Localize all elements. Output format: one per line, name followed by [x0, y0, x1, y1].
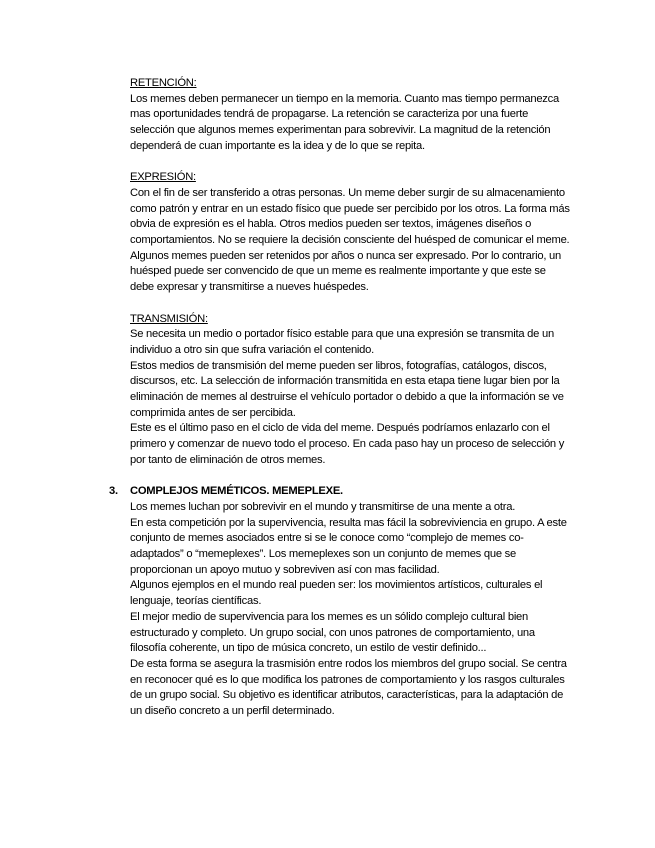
section-heading: TRANSMISIÓN: [130, 312, 208, 325]
paragraph: De esta forma se asegura la trasmisión entre rodos los miembros del grupo social. Se centra en reconocer qué es lo que modifica los patrones de comportamiento y los rasgos culturales de un grupo social. Su objetivo es identificar atributos, características, para la adaptación de un diseño concreto a un perfil determinado. [130, 657, 567, 718]
section-heading: EXPRESIÓN: [130, 171, 196, 184]
section-transmision [130, 312, 570, 469]
section-retencion [130, 76, 570, 155]
paragraph: El mejor medio de supervivencia para los memes es un sólido complejo cultural bien estructurado y completo. Un grupo social, con unos patrones de comportamiento, una filosofía coherente, un tipo de música concreto, un estilo de vestir definido... [130, 610, 535, 655]
section-expresion [130, 170, 570, 296]
section-heading: RETENCIÓN: [130, 77, 197, 89]
section-complejos-memeticos [109, 484, 570, 720]
paragraph: Con el fin de ser transferido a otras personas. Un meme deber surgir de su almacenamiento como patrón y entrar en un estado físico que puede ser percibido por los otros. La forma más obvia de expresión es el habla. Otros medios pueden ser textos, imágenes diseños o comportamientos. No se requiere la decisión consciente del huésped de comunicar el meme. Algunos memes pueden ser retenidos por años o nunca ser expresado. Por lo contrario, un huésped puede ser convencido de que un meme es realmente importante y que este se debe expresar y transmitirse a nueves huéspedes. [130, 186, 570, 294]
section-number: 3. [109, 485, 118, 498]
section-title: COMPLEJOS MEMÉTICOS. MEMEPLEXE. [130, 485, 343, 498]
paragraph: Los memes deben permanecer un tiempo en la memoria. Cuanto mas tiempo permanezca mas oportunidades tendrá de propagarse. La retención se caracteriza por una fuerte selección que algunos memes experimentan para sobrevivir. La magnitud de la retención dependerá de cuan importante es la idea y de lo que se repita. [130, 92, 559, 152]
paragraph: Algunos ejemplos en el mundo real pueden ser: los movimientos artísticos, culturales el lenguaje, teorías científicas. [130, 579, 543, 608]
paragraph: Los memes luchan por sobrevivir en el mundo y transmitirse de una mente a otra. [130, 500, 516, 513]
paragraph: En esta competición por la supervivencia, resulta mas fácil la sobreviviencia en grupo. A este conjunto de memes asociados entre si se le conoce como “complejo de memes co-adaptados” o “memeplexes”. Los memeplexes son un conjunto de memes que se proporcionan un apoyo mutuo y sobreviven así con mas facilidad. [130, 516, 567, 576]
paragraph: Este es el último paso en el ciclo de vida del meme. Después podríamos enlazarlo con el primero y comenzar de nuevo todo el proceso. En cada paso hay un proceso de selección y por tanto de eliminación de otros memes. [130, 422, 565, 466]
paragraph: Estos medios de transmisión del meme pueden ser libros, fotografías, catálogos, discos, discursos, etc. La selección de información transmitida en esta etapa tiene lugar bien por la eliminación de memes al destruirse el vehículo portador o debido a que la información se ve comprimida antes de ser percibida. [130, 359, 564, 419]
document-body [109, 76, 570, 735]
paragraph: Se necesita un medio o portador físico estable para que una expresión se transmita de un individuo a otro sin que sufra variación el contenido. [130, 328, 554, 356]
